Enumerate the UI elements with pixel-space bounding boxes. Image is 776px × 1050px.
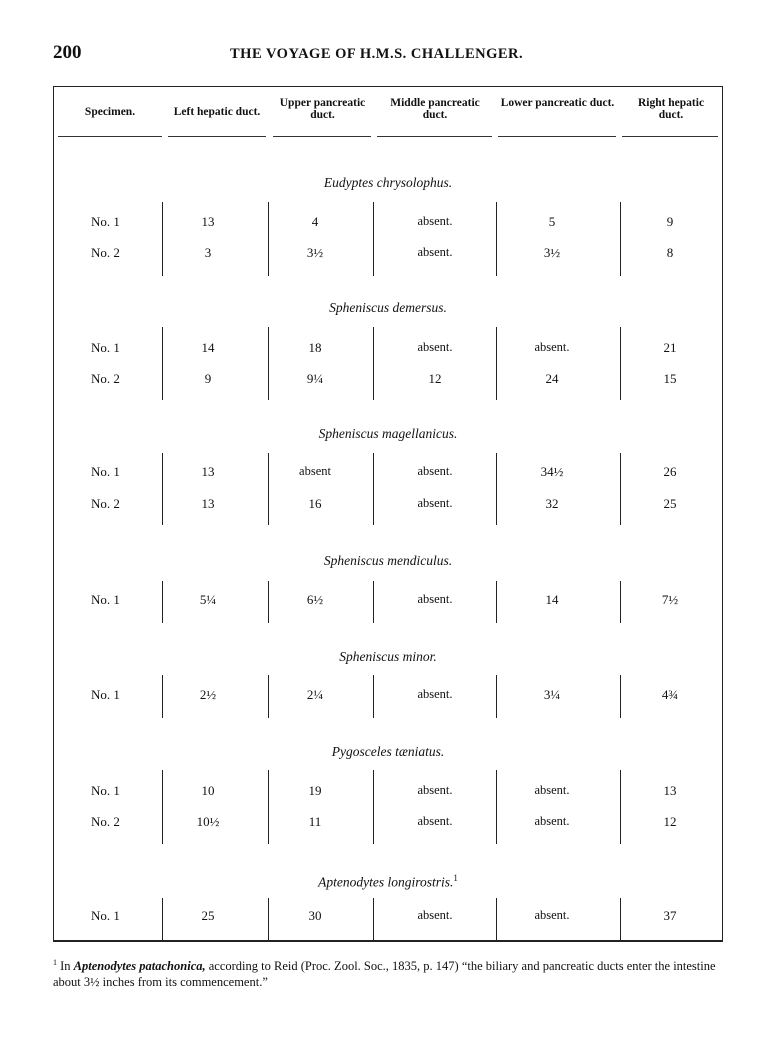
- species-name: Spheniscus mendiculus.: [323, 553, 453, 568]
- cell-lower-pancreatic: 32: [545, 496, 559, 511]
- column-rule: [373, 581, 374, 623]
- column-rule: [268, 898, 269, 940]
- cell-right-hepatic: 25: [663, 496, 677, 511]
- cell-left-hepatic: 2½: [199, 687, 217, 702]
- cell-specimen: No. 1: [91, 592, 120, 607]
- column-rule: [268, 770, 269, 844]
- column-rule: [373, 675, 374, 718]
- cell-lower-pancreatic: 3½: [543, 245, 561, 260]
- cell-lower-pancreatic: absent.: [534, 340, 570, 354]
- cell-lower-pancreatic: 14: [545, 592, 559, 607]
- cell-right-hepatic: 13: [663, 783, 677, 798]
- cell-lower-pancreatic: 24: [545, 371, 559, 386]
- column-rule: [496, 453, 497, 525]
- cell-specimen: No. 1: [91, 908, 120, 923]
- cell-lower-pancreatic: absent.: [534, 783, 570, 797]
- footnote-species: Aptenodytes patachonica,: [73, 959, 206, 974]
- cell-upper-pancreatic: 3½: [306, 245, 324, 260]
- column-rule: [162, 327, 163, 400]
- header-underline: [498, 136, 616, 137]
- page-number: 200: [53, 42, 82, 63]
- cell-upper-pancreatic: 19: [308, 783, 322, 798]
- cell-right-hepatic: 12: [663, 814, 677, 829]
- species-name: Eudyptes chrysolophus.: [323, 175, 453, 190]
- cell-right-hepatic: 21: [663, 340, 677, 355]
- species-heading: [53, 649, 723, 665]
- cell-left-hepatic: 13: [201, 496, 215, 511]
- column-rule: [620, 202, 621, 276]
- cell-upper-pancreatic: 9¼: [306, 371, 324, 386]
- cell-right-hepatic: 26: [663, 464, 677, 479]
- cell-upper-pancreatic: 16: [308, 496, 322, 511]
- cell-left-hepatic: 5¼: [199, 592, 217, 607]
- cell-right-hepatic: 8: [666, 245, 674, 260]
- cell-upper-pancreatic: 30: [308, 908, 322, 923]
- column-rule: [162, 675, 163, 718]
- cell-right-hepatic: 4¾: [661, 687, 679, 702]
- column-header-middle-pancreatic: Middle pancreatic duct.: [390, 97, 480, 121]
- column-rule: [620, 770, 621, 844]
- cell-middle-pancreatic: absent.: [417, 592, 453, 606]
- column-rule: [496, 581, 497, 623]
- column-rule: [268, 453, 269, 525]
- header-underline: [273, 136, 371, 137]
- column-rule: [162, 581, 163, 623]
- cell-upper-pancreatic: absent: [299, 464, 331, 478]
- cell-left-hepatic: 25: [201, 908, 215, 923]
- column-rule: [496, 898, 497, 940]
- cell-specimen: No. 1: [91, 340, 120, 355]
- column-rule: [162, 202, 163, 276]
- column-rule: [620, 581, 621, 623]
- cell-upper-pancreatic: 2¼: [306, 687, 324, 702]
- cell-specimen: No. 1: [91, 214, 120, 229]
- cell-specimen: No. 2: [91, 814, 120, 829]
- species-heading: [53, 300, 723, 316]
- column-header-specimen: Specimen.: [84, 106, 136, 118]
- cell-left-hepatic: 13: [201, 464, 215, 479]
- cell-left-hepatic: 9: [204, 371, 212, 386]
- column-rule: [496, 327, 497, 400]
- cell-upper-pancreatic: 6½: [306, 592, 324, 607]
- footnote-lead: In: [60, 959, 71, 974]
- species-heading: [53, 426, 723, 442]
- cell-upper-pancreatic: 18: [308, 340, 322, 355]
- column-rule: [620, 453, 621, 525]
- footnote: [53, 955, 743, 990]
- cell-specimen: No. 1: [91, 783, 120, 798]
- cell-middle-pancreatic: absent.: [417, 783, 453, 797]
- cell-upper-pancreatic: 4: [311, 214, 319, 229]
- column-rule: [268, 202, 269, 276]
- cell-specimen: No. 2: [91, 245, 120, 260]
- column-rule: [373, 770, 374, 844]
- column-header-upper-pancreatic: Upper pancreatic duct.: [279, 97, 366, 121]
- cell-left-hepatic: 13: [201, 214, 215, 229]
- cell-middle-pancreatic: absent.: [417, 908, 453, 922]
- running-title: THE VOYAGE OF H.M.S. CHALLENGER.: [230, 46, 524, 62]
- column-rule: [162, 770, 163, 844]
- column-rule: [268, 581, 269, 623]
- column-rule: [620, 327, 621, 400]
- cell-left-hepatic: 10½: [196, 814, 220, 829]
- cell-left-hepatic: 10: [201, 783, 215, 798]
- column-rule: [496, 770, 497, 844]
- cell-lower-pancreatic: 5: [548, 214, 556, 229]
- species-name: Spheniscus minor.: [339, 649, 437, 664]
- species-heading: [53, 553, 723, 569]
- cell-specimen: No. 1: [91, 464, 120, 479]
- cell-middle-pancreatic: absent.: [417, 464, 453, 478]
- header-underline: [622, 136, 718, 137]
- footnote-mark: 1: [53, 958, 57, 967]
- cell-lower-pancreatic: 34½: [540, 464, 564, 479]
- cell-right-hepatic: 7½: [661, 592, 679, 607]
- column-rule: [268, 675, 269, 718]
- cell-lower-pancreatic: absent.: [534, 908, 570, 922]
- column-header-left-hepatic: Left hepatic duct.: [173, 106, 261, 118]
- column-rule: [162, 898, 163, 940]
- cell-lower-pancreatic: absent.: [534, 814, 570, 828]
- header-underline: [168, 136, 266, 137]
- species-name: Pygosceles tæniatus.: [331, 744, 445, 759]
- column-rule: [373, 202, 374, 276]
- species-heading: [53, 873, 723, 891]
- header-underline: [377, 136, 492, 137]
- cell-right-hepatic: 15: [663, 371, 677, 386]
- cell-lower-pancreatic: 3¼: [543, 687, 561, 702]
- column-header-lower-pancreatic: Lower pancreatic duct.: [500, 97, 615, 109]
- species-name: Aptenodytes longirostris.: [318, 874, 454, 890]
- species-heading: [53, 744, 723, 760]
- column-header-right-hepatic: Right hepatic duct.: [637, 97, 705, 121]
- species-name: Spheniscus demersus.: [329, 300, 447, 315]
- column-rule: [162, 453, 163, 525]
- species-name: Spheniscus magellanicus.: [318, 426, 458, 441]
- cell-left-hepatic: 14: [201, 340, 215, 355]
- cell-upper-pancreatic: 11: [308, 814, 322, 829]
- column-rule: [620, 675, 621, 718]
- cell-right-hepatic: 37: [663, 908, 677, 923]
- column-rule: [496, 202, 497, 276]
- column-rule: [620, 898, 621, 940]
- footnote-reference: 1: [453, 873, 458, 883]
- cell-middle-pancreatic: absent.: [417, 814, 453, 828]
- cell-middle-pancreatic: absent.: [417, 496, 453, 510]
- column-rule: [373, 453, 374, 525]
- cell-middle-pancreatic: absent.: [417, 340, 453, 354]
- cell-middle-pancreatic: absent.: [417, 214, 453, 228]
- cell-middle-pancreatic: 12: [428, 371, 442, 386]
- cell-middle-pancreatic: absent.: [417, 687, 453, 701]
- cell-specimen: No. 1: [91, 687, 120, 702]
- cell-left-hepatic: 3: [204, 245, 212, 260]
- cell-middle-pancreatic: absent.: [417, 245, 453, 259]
- column-rule: [373, 327, 374, 400]
- cell-specimen: No. 2: [91, 371, 120, 386]
- column-rule: [268, 327, 269, 400]
- cell-specimen: No. 2: [91, 496, 120, 511]
- header-underline: [58, 136, 162, 137]
- column-rule: [496, 675, 497, 718]
- duct-table: [53, 86, 723, 942]
- footnote-text: according to Reid (Proc. Zool. Soc., 1835, p. 147) “the biliary and pancreatic ducts enter the intestine about 3½ inches from its commencement.”: [53, 959, 716, 990]
- cell-right-hepatic: 9: [666, 214, 674, 229]
- species-heading: [53, 175, 723, 191]
- column-rule: [373, 898, 374, 940]
